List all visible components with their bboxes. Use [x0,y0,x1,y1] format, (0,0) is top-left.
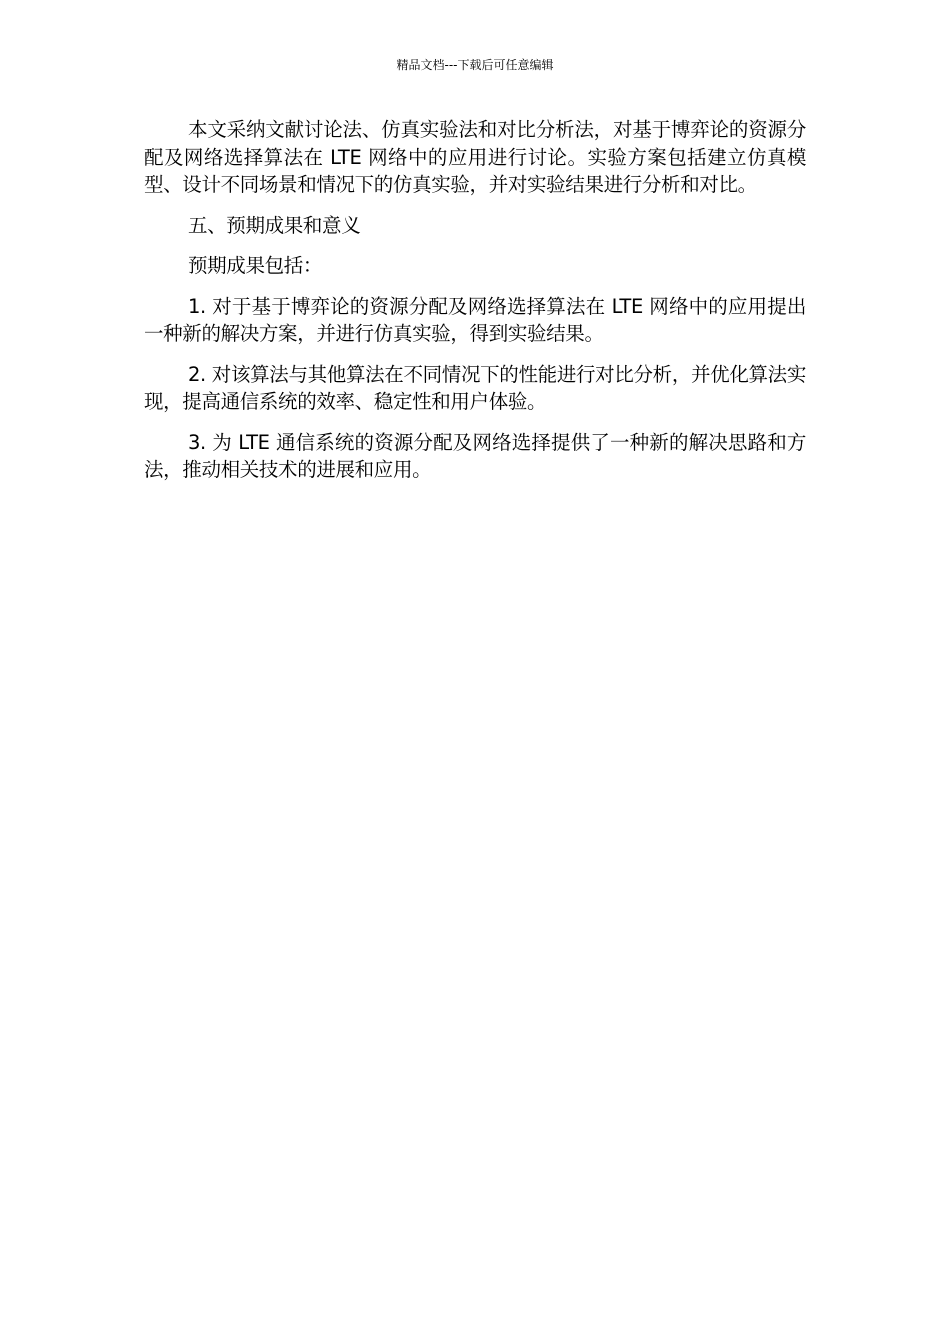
section-heading: 五、预期成果和意义 [188,213,361,237]
document-body [144,116,806,497]
page-header: 精品文档---下载后可任意编辑 [396,58,554,72]
list-item: 1. 对于基于博弈论的资源分配及网络选择算法在 LTE 网络中的应用提出一种新的解决方案，并进行仿真实验，得到实验结果。 [144,294,806,345]
paragraph-methods: 本文采纳文献讨论法、仿真实验法和对比分析法，对基于博弈论的资源分配及网络选择算法在 LTE 网络中的应用进行讨论。实验方案包括建立仿真模型、设计不同场景和情况下的仿真实验，并对实验结果进行分析和对比。 [144,118,806,196]
list-item: 2. 对该算法与其他算法在不同情况下的性能进行对比分析，并优化算法实现，提高通信系统的效率、稳定性和用户体验。 [144,362,806,413]
paragraph-intro: 预期成果包括： [188,254,323,277]
list-item: 3. 为 LTE 通信系统的资源分配及网络选择提供了一种新的解决思路和方法，推动相关技术的进展和应用。 [144,430,806,481]
